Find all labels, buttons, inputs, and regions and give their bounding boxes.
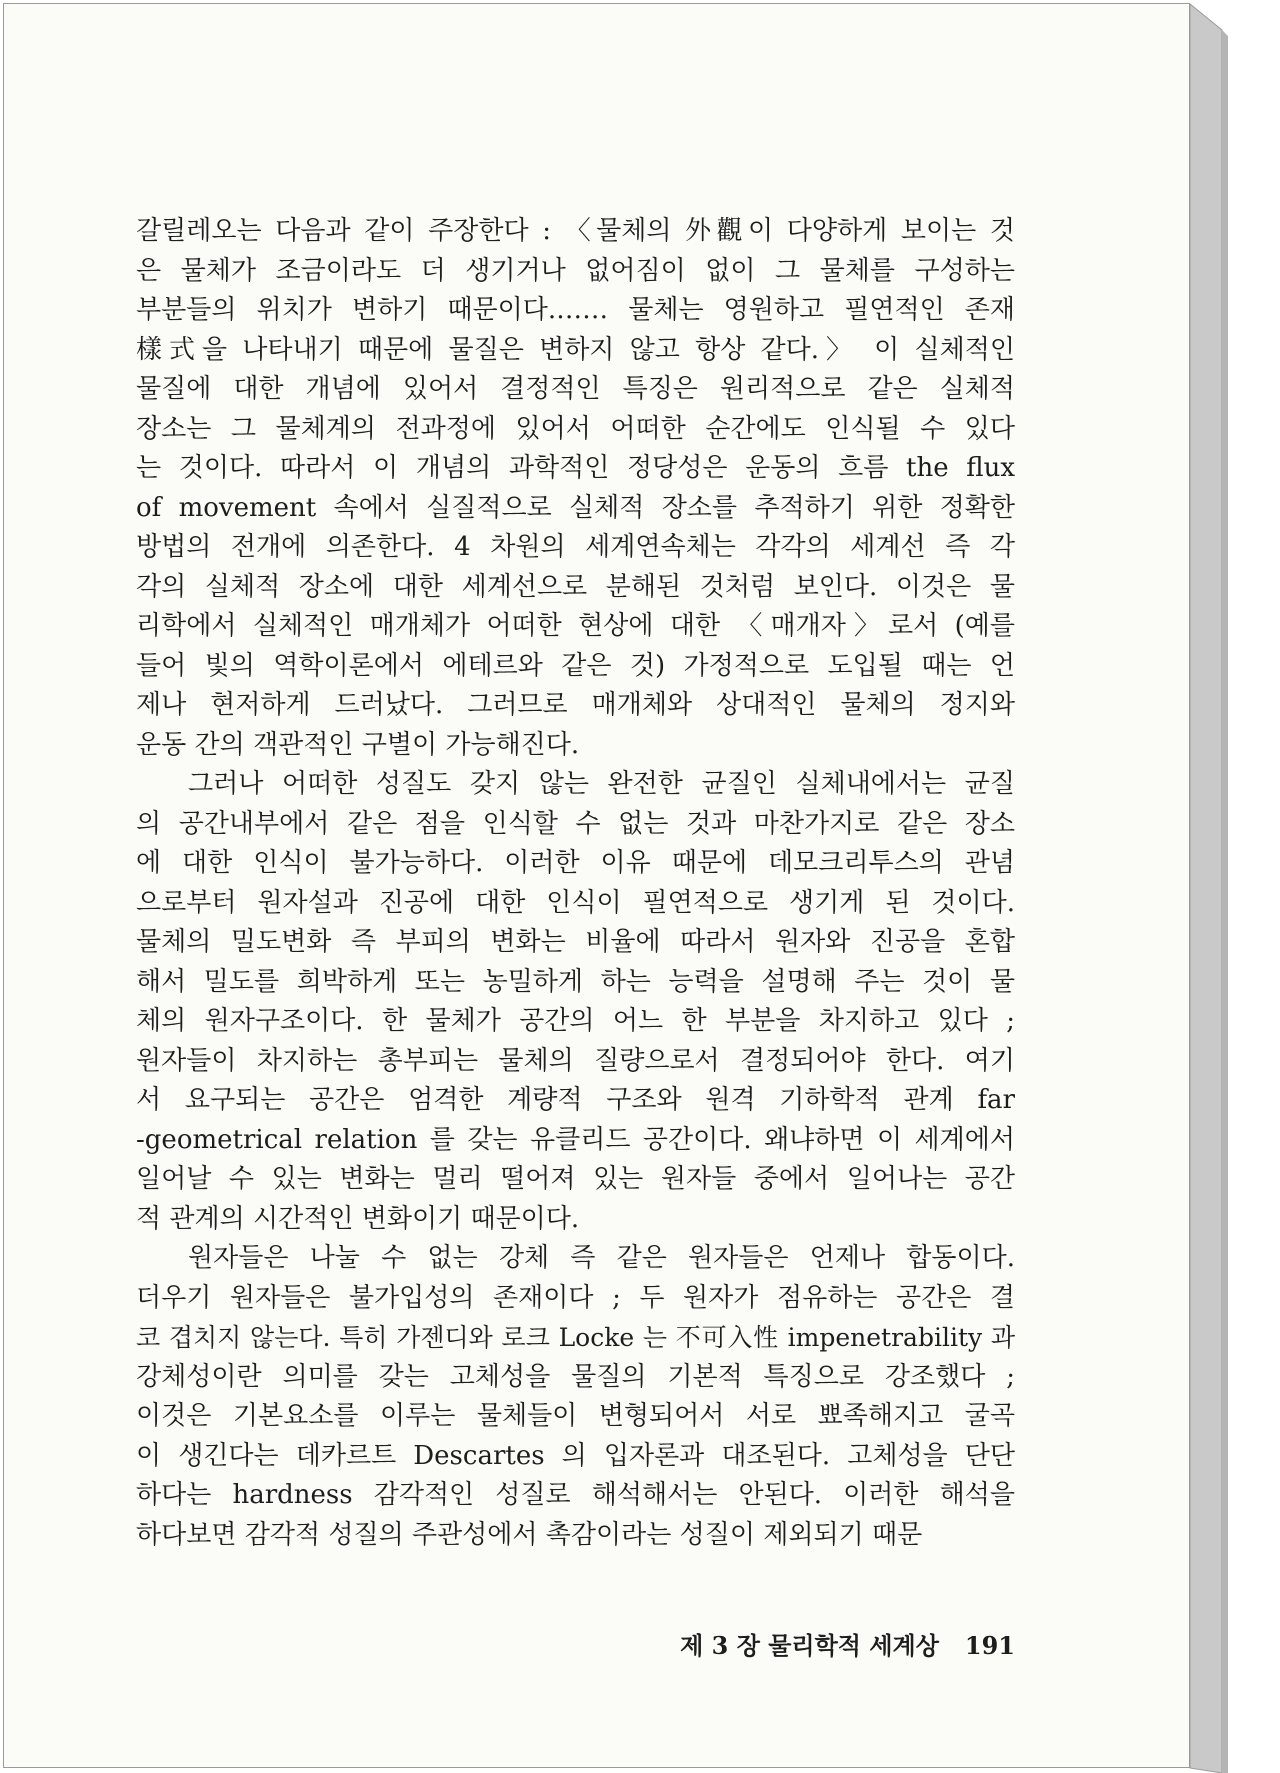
paragraph	[136, 1239, 1015, 1555]
text-line: 운동 간의 객관적인 구별이 가능해진다.	[136, 729, 580, 760]
body-text	[136, 212, 1015, 1555]
text-line: -geometrical relation 를 갖는 유클리드 공간이다. 왜냐하면 이 세계에서	[136, 1124, 1015, 1155]
text-line: 각의 실체적 장소에 대한 세계선으로 분해된 것처럼 보인다. 이것은 물	[136, 571, 1015, 602]
text-line: 은 물체가 조금이라도 더 생기거나 없어짐이 없이 그 물체를 구성하는	[136, 255, 1015, 286]
text-line: 더우기 원자들은 불가입성의 존재이다 ; 두 원자가 점유하는 공간은 결	[136, 1282, 1015, 1313]
text-line: 으로부터 원자설과 진공에 대한 인식이 필연적으로 생기게 된 것이다.	[136, 887, 1015, 918]
text-line: 일어날 수 있는 변화는 멀리 떨어져 있는 원자들 중에서 일어나는 공간	[136, 1164, 1015, 1194]
text-line: 물질에 대한 개념에 있어서 결정적인 특징은 원리적으로 같은 실체적	[136, 374, 1015, 404]
page-number: 191	[964, 1631, 1015, 1660]
text-line: 제나 현저하게 드러났다. 그러므로 매개체와 상대적인 물체의 정지와	[136, 690, 1015, 720]
text-line: 갈릴레오는 다음과 같이 주장한다 : 〈물체의 外觀이 다양하게 보이는 것	[136, 216, 1015, 246]
text-line: 코 겹치지 않는다. 특히 가젠디와 로크 Locke 는 不可入性 impenetrability 과	[136, 1323, 1015, 1352]
text-line: 는 것이다. 따라서 이 개념의 과학적인 정당성은 운동의 흐름 the flux	[136, 453, 1015, 483]
text-line: 의 공간내부에서 같은 점을 인식할 수 없는 것과 마찬가지로 같은 장소	[136, 808, 1015, 839]
paragraph	[136, 765, 1015, 1239]
text-line: 원자들은 나눌 수 없는 강체 즉 같은 원자들은 언제나 합동이다.	[188, 1243, 1015, 1273]
text-line: 부분들의 위치가 변하기 때문이다.…… 물체는 영원하고 필연적인 존재	[136, 295, 1015, 325]
text-line: 리학에서 실체적인 매개체가 어떠한 현상에 대한 〈매개자〉로서 (예를	[136, 611, 1015, 641]
paragraph	[136, 212, 1015, 765]
running-head: 제 3 장 물리학적 세계상	[680, 1631, 939, 1660]
text-line: 하다는 hardness 감각적인 성질로 해석해서는 안된다. 이러한 해석을	[136, 1480, 1015, 1510]
text-line: 그러나 어떠한 성질도 갖지 않는 완전한 균질인 실체내에서는 균질	[188, 769, 1015, 799]
text-line: 방법의 전개에 의존한다. 4 차원의 세계연속체는 각각의 세계선 즉 각	[136, 532, 1015, 562]
text-line: 이 생긴다는 데카르트 Descartes 의 입자론과 대조된다. 고체성을 단단	[136, 1440, 1015, 1471]
text-line: 장소는 그 물체계의 전과정에 있어서 어떠한 순간에도 인식될 수 있다	[136, 413, 1015, 444]
text-line: 에 대한 인식이 불가능하다. 이러한 이유 때문에 데모크리투스의 관념	[136, 848, 1015, 878]
text-line: 강체성이란 의미를 갖는 고체성을 물질의 기본적 특징으로 강조했다 ;	[136, 1361, 1015, 1392]
text-line: 원자들이 차지하는 총부피는 물체의 질량으로서 결정되어야 한다. 여기	[136, 1045, 1015, 1076]
text-line: 하다보면 감각적 성질의 주관성에서 촉감이라는 성질이 제외되기 때문	[136, 1519, 923, 1550]
text-line: 樣式을 나타내기 때문에 물질은 변하지 않고 항상 같다.〉 이 실체적인	[136, 334, 1015, 365]
text-line: of movement 속에서 실질적으로 실체적 장소를 추적하기 위한 정확한	[136, 492, 1015, 523]
text-line: 적 관계의 시간적인 변화이기 때문이다.	[136, 1203, 580, 1234]
text-line: 들어 빛의 역학이론에서 에테르와 같은 것) 가정적으로 도입될 때는 언	[136, 650, 1015, 681]
text-line: 체의 원자구조이다. 한 물체가 공간의 어느 한 부분을 차지하고 있다 ;	[136, 1006, 1015, 1036]
text-line: 물체의 밀도변화 즉 부피의 변화는 비율에 따라서 원자와 진공을 혼합	[136, 927, 1015, 957]
text-line: 해서 밀도를 희박하게 또는 농밀하게 하는 능력을 설명해 주는 것이 물	[136, 966, 1015, 997]
page-footer	[600, 1626, 1015, 1661]
text-line: 이것은 기본요소를 이루는 물체들이 변형되어서 서로 뾰족해지고 굴곡	[136, 1401, 1015, 1431]
text-line: 서 요구되는 공간은 엄격한 계량적 구조와 원격 기하학적 관계 far	[136, 1085, 1015, 1115]
